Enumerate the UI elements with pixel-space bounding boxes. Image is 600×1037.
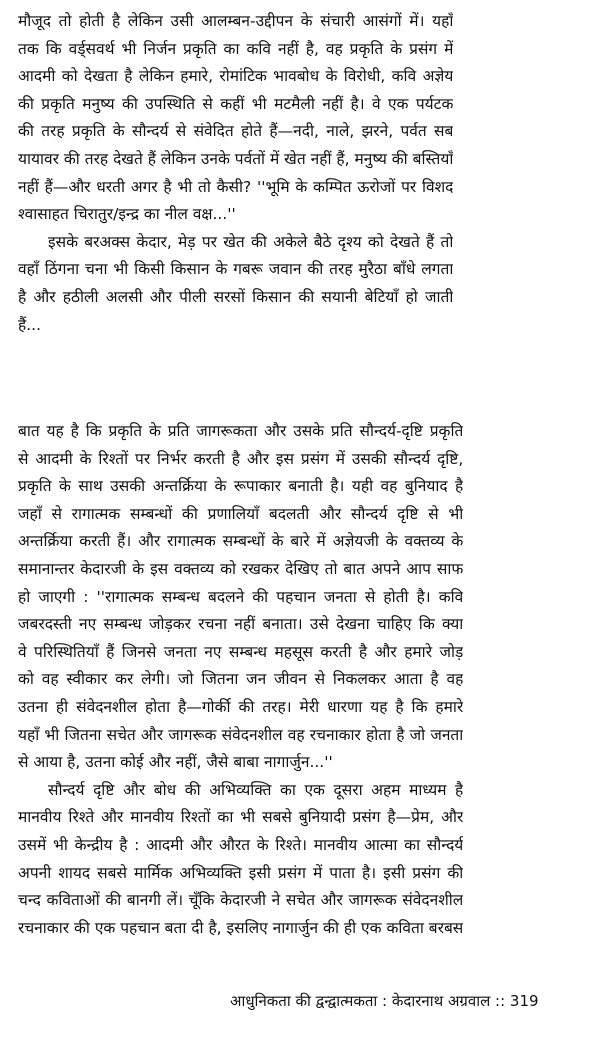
running-footer: आधुनिकता की द्वन्द्वात्मकता : केदारनाथ अग्रवाल :: 319	[230, 992, 539, 1010]
text-line: को वह स्वीकार कर लेगी। जो जितना जन जीवन से निकलकर आता है वह	[18, 670, 464, 689]
text-line: श्वासाहत चिरातुर/इन्द्र का नील वक्ष...''	[18, 205, 236, 224]
text-line: समानान्तर केदारजी के इस वक्तव्य को रखकर देखिए तो बात अपने आप साफ	[18, 559, 464, 578]
text-line: है और हठीली अलसी और पीली सरसों किसान की सयानी बेटियाँ हो जाती	[18, 287, 454, 306]
text-line: उतना ही संवेदनशील होता है—गोर्की की तरह। मेरी धारणा यह है कि हमारे	[18, 697, 464, 716]
text-line: जहाँ से रागात्मक सम्बन्धों की प्रणालियाँ बदलती और सौन्दर्य दृष्टि से भी	[18, 504, 464, 523]
text-line: उसमें भी केन्द्रीय है : आदमी और औरत के रिश्ते। मानवीय आत्मा का सौन्दर्य	[18, 835, 464, 854]
text-line: की प्रकृति मनुष्य की उपस्थिति से कहीं भी मटमैली नहीं है। वे एक पर्यटक	[18, 94, 454, 113]
text-line: वहाँ ठिंगना चना भी किसी किसान के गबरू जवान की तरह मुरैठा बाँधे लगता	[18, 260, 454, 279]
text-line: अन्तर्क्रिया करती हैं। और रागात्मक सम्बन्धों के बारे में अज्ञेयजी के वक्तव्य के	[18, 532, 464, 551]
text-line: इसके बरअक्स केदार, मेड़ पर खेत की अकेले बैठे दृश्य को देखते हैं तो	[48, 232, 454, 251]
text-line: रचनाकार की एक पहचान बता दी है, इसलिए नागार्जुन की ही एक कविता बरबस	[18, 918, 464, 937]
text-line: नहीं हैं—और धरती अगर है भी तो कैसी? ''भूमि के कम्पित ऊरोजों पर विशद	[18, 177, 454, 196]
text-line: तक कि वर्ड्सवर्थ भी निर्जन प्रकृति का कवि नहीं है, वह प्रकृति के प्रसंग में	[18, 39, 454, 58]
text-line: बात यह है कि प्रकृति के प्रति जागरूकता और उसके प्रति सौन्दर्य-दृष्टि प्रकृति	[18, 422, 464, 440]
text-line: की तरह प्रकृति के सौन्दर्य से संवेदित होते हैं—नदी, नाले, झरने, पर्वत सब	[18, 122, 454, 141]
text-line: प्रकृति के साथ उसकी अन्तर्क्रिया के रूपाकार बनाती है। यही वह बुनियाद है	[18, 477, 464, 496]
text-line: हैं...	[18, 315, 42, 334]
text-line: सौन्दर्य दृष्टि और बोध की अभिव्यक्ति का एक दूसरा अहम माध्यम है	[48, 780, 464, 799]
text-line: जबरदस्ती नए सम्बन्ध जोड़कर रचना नहीं बनाता। उसे देखना चाहिए कि क्या	[18, 615, 464, 634]
text-line: अपनी शायद सबसे मार्मिक अभिव्यक्ति इसी प्रसंग में पाता है। इसी प्रसंग की	[18, 863, 464, 882]
text-line: मानवीय रिश्ते और मानवीय रिश्तों का भी सबसे बुनियादी प्रसंग है—प्रेम, और	[18, 808, 464, 827]
text-line: यहाँ भी जितना सचेत और जागरूक संवेदनशील वह रचनाकार होता है जो जनता	[18, 725, 464, 744]
paragraph-1	[18, 8, 453, 339]
text-line: आदमी को देखता है लेकिन हमारे, रोमांटिक भावबोध के विरोधी, कवि अज्ञेय	[18, 67, 454, 86]
text-line: से आदमी के रिश्तों पर निर्भर करती है और इस प्रसंग में उसकी सौन्दर्य दृष्टि,	[18, 449, 464, 468]
text-line: वे परिस्थितियाँ हैं जिनसे जनता नए सम्बन्ध महसूस करती है और हमारे जोड़	[18, 642, 464, 661]
text-line: मौजूद तो होती है लेकिन उसी आलम्बन-उद्दीपन के संचारी आसंगों में। यहाँ	[18, 12, 454, 30]
paragraph-2	[18, 418, 463, 942]
text-line: चन्द कविताओं की बानगी लें। चूँकि केदारजी ने सचेत और जागरूक संवेदनशील	[18, 891, 464, 910]
text-line: हो जाएगी : ''रागात्मक सम्बन्ध बदलने की पहचान जनता से होती है। कवि	[18, 587, 464, 606]
text-line: से आया है, उतना कोई और नहीं, जैसे बाबा नागार्जुन...''	[18, 753, 333, 772]
text-line: यायावर की तरह देखते हैं लेकिन उनके पर्वतों में खेत नहीं हैं, मनुष्य की बस्तियाँ	[18, 149, 454, 168]
